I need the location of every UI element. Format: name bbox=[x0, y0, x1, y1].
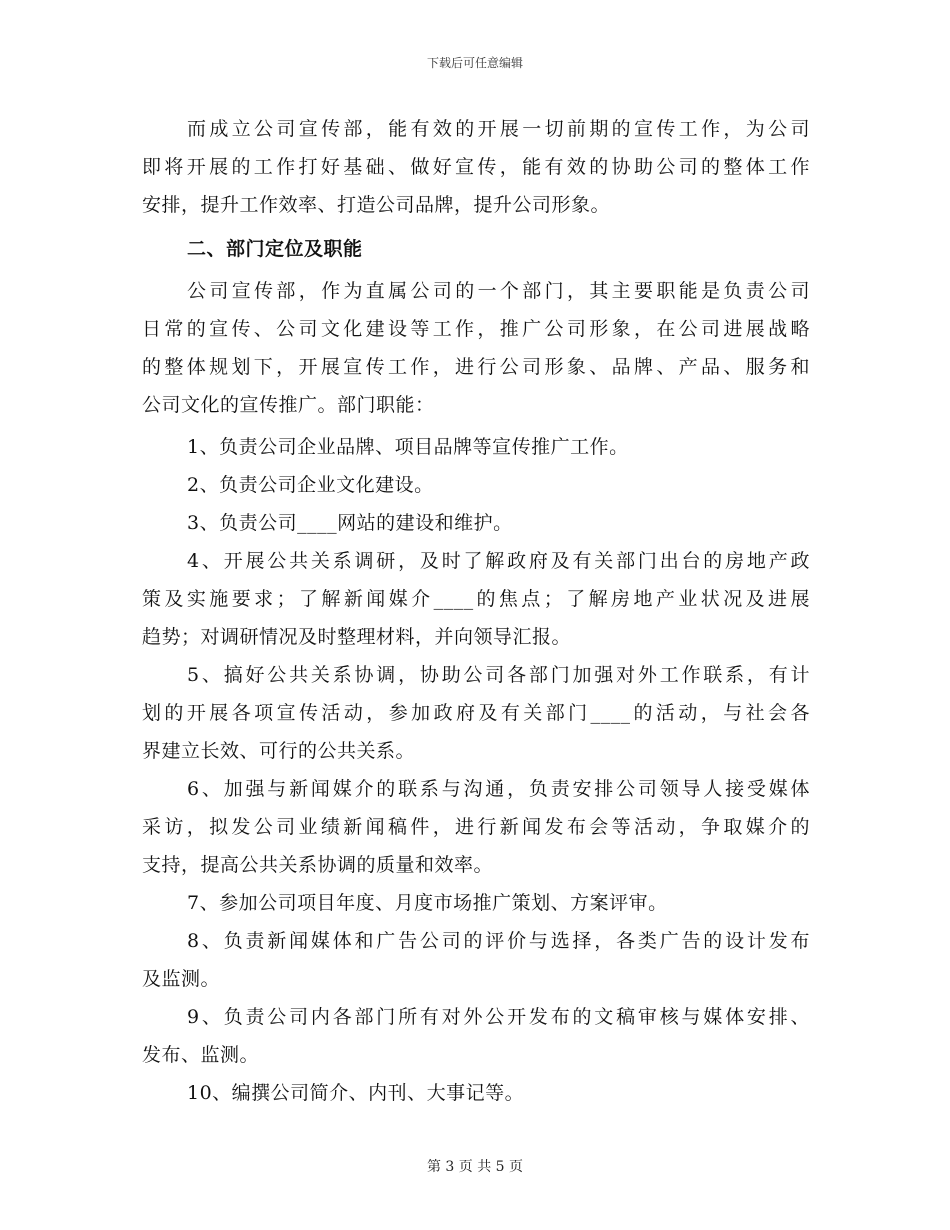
list-item bbox=[142, 922, 810, 998]
text-line: 采访，拟发公司业绩新闻稿件，进行新闻发布会等活动，争取媒介的 bbox=[142, 816, 810, 838]
text-line: 7、参加公司项目年度、月度市场推广策划、方案评审。 bbox=[187, 892, 668, 914]
list-item bbox=[142, 656, 810, 770]
text-line: 公司宣传部，作为直属公司的一个部门，其主要职能是负责公司 bbox=[187, 280, 810, 302]
text-line: 4、开展公共关系调研，及时了解政府及有关部门出台的房地产政 bbox=[187, 550, 810, 572]
section-heading-text: 二、部门定位及职能 bbox=[187, 238, 363, 260]
text-line: 1、负责公司企业品牌、项目品牌等宣传推广工作。 bbox=[187, 436, 629, 458]
list-item bbox=[142, 884, 810, 922]
text-line: 策及实施要求；了解新闻媒介____的焦点；了解房地产业状况及进展 bbox=[142, 588, 810, 610]
list-item bbox=[142, 428, 810, 466]
paragraph bbox=[142, 110, 810, 224]
text-line: 趋势；对调研情况及时整理材料，并向领导汇报。 bbox=[142, 626, 572, 648]
text-line: 界建立长效、可行的公共关系。 bbox=[142, 740, 416, 762]
section-heading bbox=[142, 230, 810, 268]
text-line: 8、负责新闻媒体和广告公司的评价与选择，各类广告的设计发布 bbox=[187, 930, 810, 952]
text-line: 9、负责公司内各部门所有对外公开发布的文稿审核与媒体安排、 bbox=[187, 1006, 810, 1028]
text-line: 及监测。 bbox=[142, 968, 221, 990]
text-line: 发布、监测。 bbox=[142, 1044, 260, 1066]
list-item bbox=[142, 542, 810, 656]
text-line: 2、负责公司企业文化建设。 bbox=[187, 474, 434, 496]
text-line: 划的开展各项宣传活动，参加政府及有关部门____的活动，与社会各 bbox=[142, 702, 810, 724]
text-line: 支持，提高公共关系协调的质量和效率。 bbox=[142, 854, 494, 876]
text-line: 的整体规划下，开展宣传工作，进行公司形象、品牌、产品、服务和 bbox=[142, 356, 810, 378]
text-line: 3、负责公司____网站的建设和维护。 bbox=[187, 512, 513, 534]
document-body bbox=[142, 110, 810, 1112]
list-item bbox=[142, 998, 810, 1074]
text-line: 日常的宣传、公司文化建设等工作，推广公司形象，在公司进展战略 bbox=[142, 318, 810, 340]
text-line: 10、编撰公司简介、内刊、大事记等。 bbox=[187, 1082, 525, 1104]
list-item bbox=[142, 466, 810, 504]
text-line: 安排，提升工作效率、打造公司品牌，提升公司形象。 bbox=[142, 194, 611, 216]
page-number: 第 3 页 共 5 页 bbox=[426, 1159, 524, 1175]
text-line: 即将开展的工作打好基础、做好宣传，能有效的协助公司的整体工作 bbox=[142, 156, 810, 178]
text-line: 公司文化的宣传推广。部门职能： bbox=[142, 394, 435, 416]
text-line: 而成立公司宣传部，能有效的开展一切前期的宣传工作，为公司 bbox=[187, 118, 810, 140]
text-line: 6、加强与新闻媒介的联系与沟通，负责安排公司领导人接受媒体 bbox=[187, 778, 810, 800]
paragraph bbox=[142, 272, 810, 424]
list-item bbox=[142, 504, 810, 542]
list-item bbox=[142, 1074, 810, 1112]
list-item bbox=[142, 770, 810, 884]
text-line: 5、搞好公共关系协调，协助公司各部门加强对外工作联系，有计 bbox=[187, 664, 810, 686]
page-header: 下载后可任意编辑 bbox=[426, 56, 523, 70]
